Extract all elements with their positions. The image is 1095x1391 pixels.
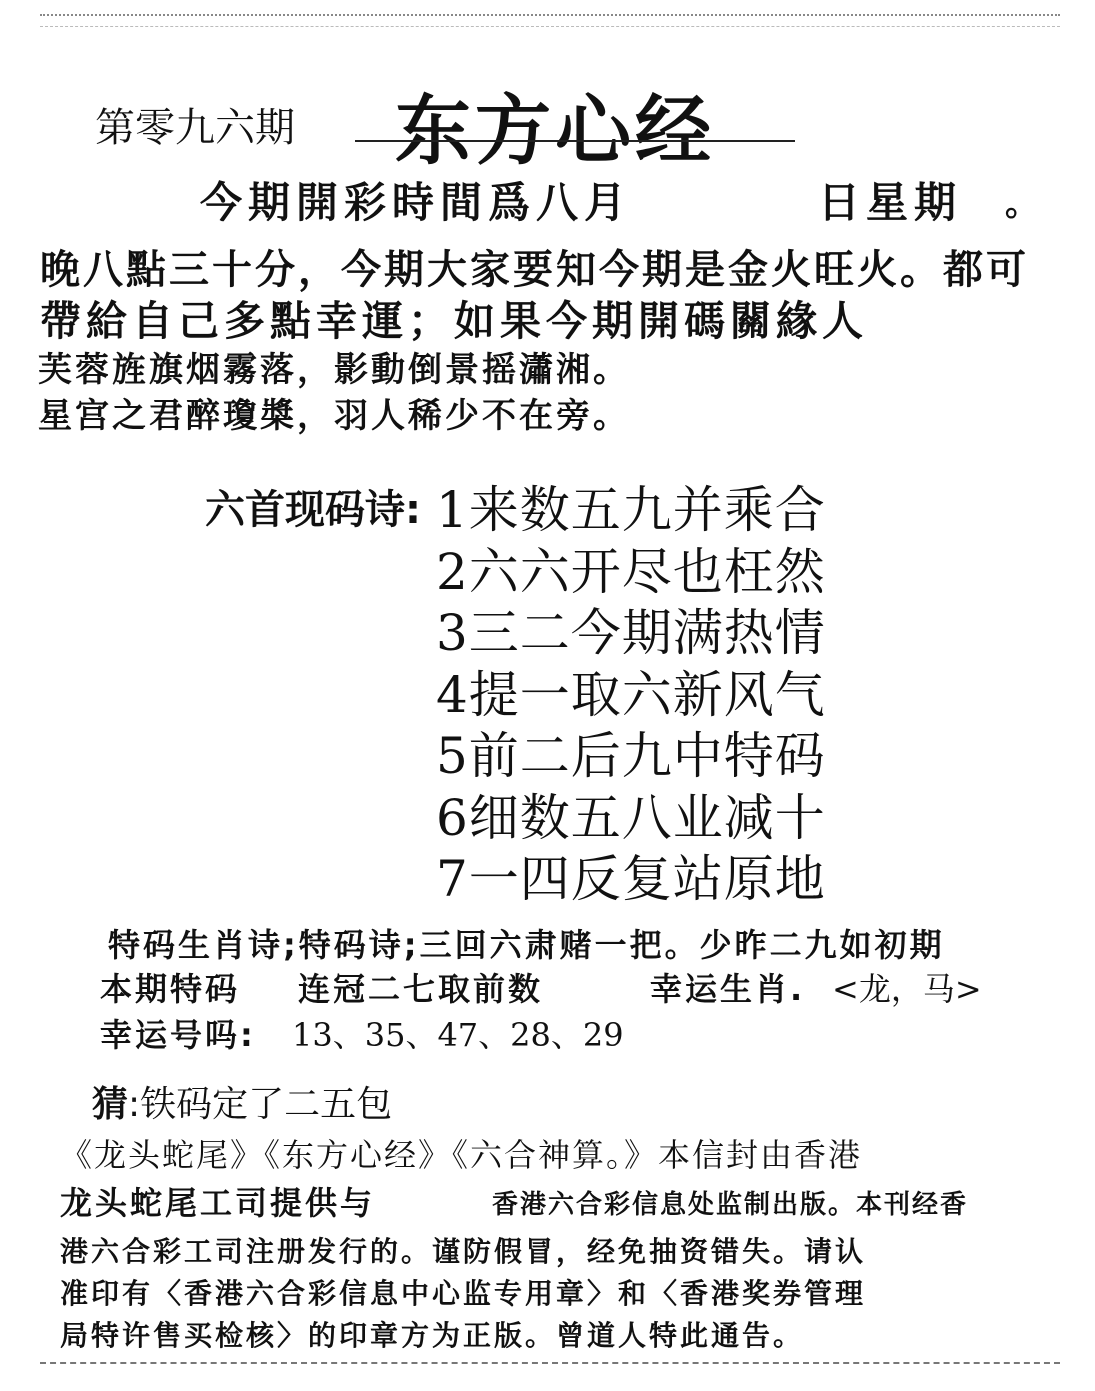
- guess-text: :铁码定了二五包: [128, 1084, 393, 1125]
- draw-weekday-line: 日星期: [818, 178, 963, 227]
- title-underline: [355, 140, 795, 142]
- poem-list: [436, 470, 826, 908]
- verse-line-1: 芙蓉旌旗烟霧落，影動倒景摇瀟湘。: [38, 350, 630, 390]
- notice-line-5: 局特许售买检核〉的印章方为正版。曾道人特此通告。: [60, 1319, 805, 1352]
- lucky-numbers-label: 幸运号吗:: [100, 1016, 256, 1054]
- top-dotted-rule: [40, 14, 1060, 27]
- notice-line-3: 港六合彩工司注册发行的。谨防假冒，经免抽资错失。请认: [60, 1235, 867, 1268]
- special-poem-line: 特码生肖诗;特码诗;三回六肃赌一把。少昨二九如初期: [108, 926, 945, 964]
- notice-line-4: 准印有〈香港六合彩信息中心监专用章〉和〈香港奖券管理: [60, 1277, 867, 1310]
- draw-time-line: 今期開彩時間爲八月: [200, 178, 633, 227]
- poem-line: 7一四反复站原地: [436, 850, 826, 908]
- poem-line: 5前二后九中特码: [436, 727, 826, 785]
- verse-line-2: 星宫之君醉瓊槳，羽人稀少不在旁。: [38, 396, 630, 436]
- issue-number: 第零九六期: [95, 105, 295, 151]
- poem-line: 3三二今期满热情: [436, 604, 826, 662]
- page-title: 东方心经: [395, 86, 715, 175]
- special-code-label: 本期特码: [100, 970, 241, 1008]
- special-code-text: 连冠二七取前数: [298, 970, 544, 1008]
- intro-line-2: 晚八點三十分，今期大家要知今期是金火旺火。都可: [40, 247, 1029, 293]
- poem-line: 2六六开尽也枉然: [436, 542, 826, 601]
- lucky-zodiac-value: <龙，马>: [832, 970, 982, 1008]
- guess-line: [92, 1076, 392, 1127]
- poem-line: 1来数五九并乘合: [436, 481, 826, 539]
- lucky-numbers-value: 13、35、47、28、29: [292, 1016, 624, 1054]
- draw-time-period: 。: [1005, 184, 1039, 224]
- lucky-zodiac-label: 幸运生肖.: [650, 970, 806, 1008]
- poem-line: 6细数五八业减十: [436, 788, 826, 847]
- poem-label: 六首现码诗:: [205, 487, 421, 533]
- notice-line-2b: 香港六合彩信息处监制出版。本刊经香: [492, 1190, 969, 1220]
- intro-line-3: 帶給自己多點幸運；如果今期開碼關緣人: [40, 297, 868, 345]
- guess-label: 猜: [92, 1084, 129, 1125]
- poem-line: 4提一取六新风气: [436, 665, 826, 724]
- bottom-dashed-rule: [40, 1362, 1060, 1370]
- notice-line-1: 《龙头蛇尾》《东方心经》《六合神算。》本信封由香港: [60, 1136, 863, 1174]
- notice-line-2a: 龙头蛇尾工司提供与: [60, 1184, 376, 1222]
